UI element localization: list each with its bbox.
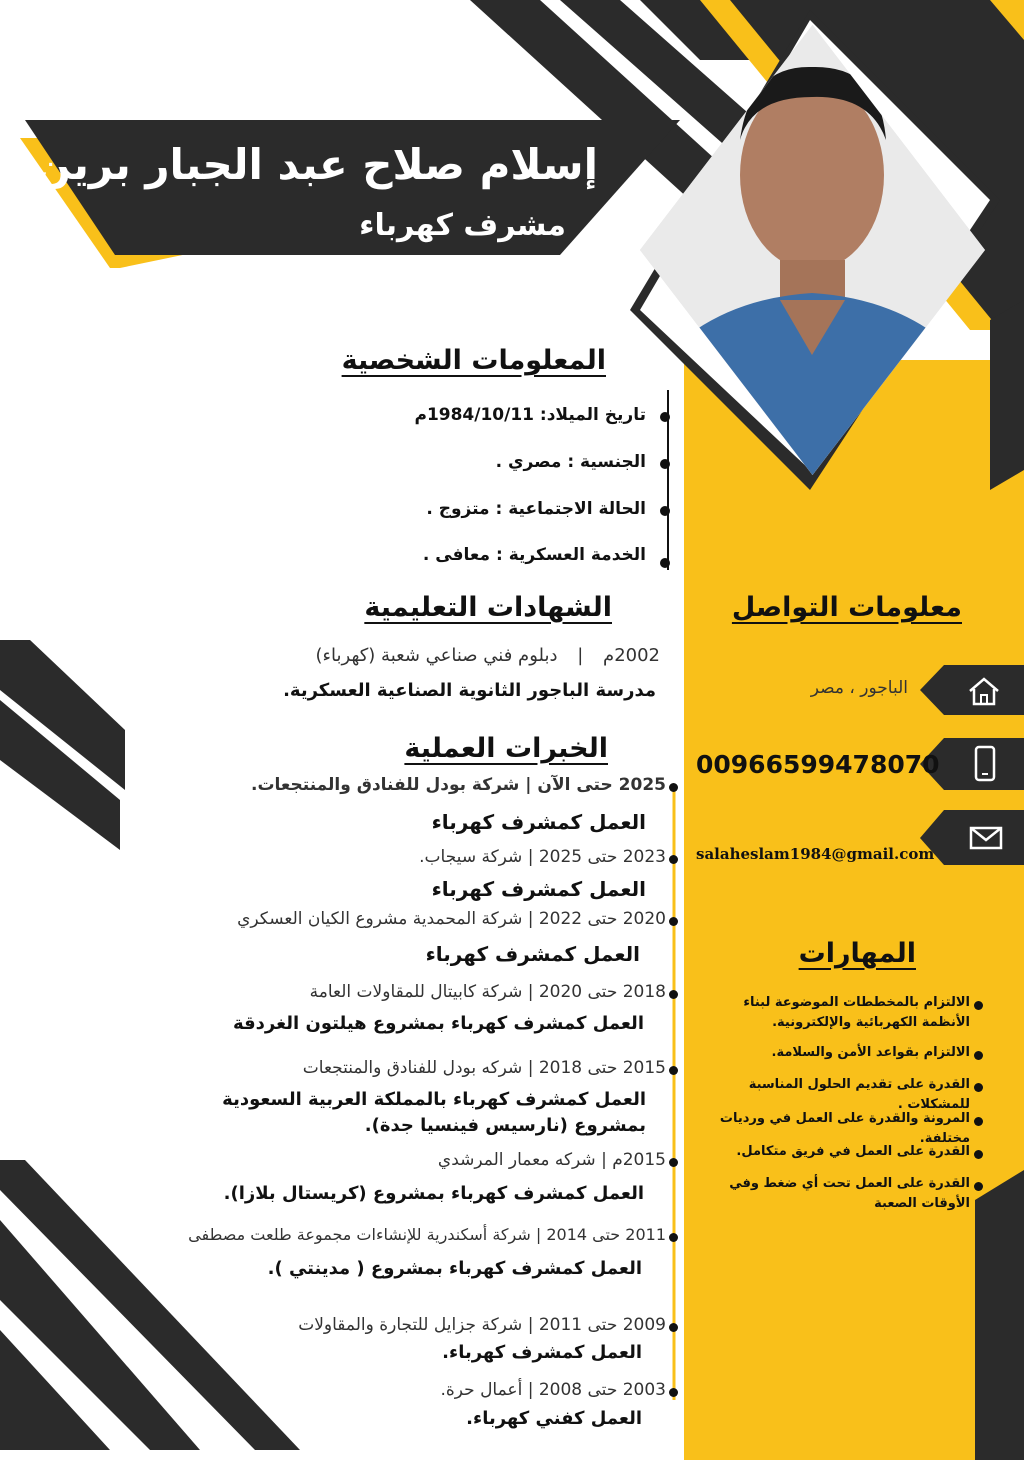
experience-head: 2003 حتى 2008 | أعمال حرة. <box>440 1380 666 1400</box>
timeline-dot <box>669 1158 678 1167</box>
skill-item: المرونة والقدرة على العمل في ورديات مختلفة. <box>719 1111 970 1146</box>
job-title: مشرف كهرباء <box>359 208 566 243</box>
full-name: إسلام صلاح عبد الجبار برين <box>35 140 598 189</box>
home-icon <box>966 674 1002 708</box>
experience-role: العمل كمشرف كهرباء بمشروع (كريستال بلازا). <box>223 1183 644 1204</box>
education-title: الشهادات التعليمية <box>364 592 612 623</box>
skill-item: الالتزام بقواعد الأمن والسلامة. <box>771 1045 970 1060</box>
education-year: 2002م <box>603 645 660 666</box>
experience-head: 2018 حتى 2020 | شركة كابيتال للمقاولات العامة <box>309 982 666 1002</box>
bullet <box>974 1051 983 1060</box>
bullet <box>974 1117 983 1126</box>
experience-role: العمل كمشرف كهرباء <box>425 942 640 966</box>
birth-date: تاريخ الميلاد: 1984/10/11م <box>414 405 646 425</box>
skill-item: القدرة على تقديم الحلول المناسبة للمشكلات . <box>748 1077 970 1112</box>
skill-item: القدرة على العمل في فريق متكامل. <box>736 1144 970 1159</box>
phone-number[interactable]: 00966599478070 <box>696 750 940 779</box>
timeline-dot <box>669 855 678 864</box>
timeline-dot <box>669 1388 678 1397</box>
address: الباجور ، مصر <box>810 678 908 698</box>
experience-head: 2023 حتى 2025 | شركة سيجاب. <box>419 847 666 867</box>
timeline-dot <box>669 1323 678 1332</box>
timeline-dot <box>669 783 678 792</box>
nationality: الجنسية : مصري . <box>495 452 646 472</box>
experience-role: العمل كمشرف كهرباء بمشروع هيلتون الغردقة <box>232 1013 644 1034</box>
military-service: الخدمة العسكرية : معافى . <box>422 545 646 565</box>
experience-head: 2020 حتى 2022 | شركة المحمدية مشروع الكيان العسكري <box>237 909 666 929</box>
experience-role: العمل كمشرف كهرباء بمشروع ( مدينتي ). <box>267 1258 642 1279</box>
bullet <box>660 412 670 422</box>
bullet <box>660 459 670 469</box>
bullet <box>974 1150 983 1159</box>
bullet <box>660 506 670 516</box>
experience-role: العمل كمشرف كهرباء بالمملكة العربية السعودية <box>222 1089 646 1110</box>
experience-head: 2009 حتى 2011 | شركة جزايل للتجارة والمقاولات <box>298 1315 666 1335</box>
timeline-dot <box>669 1066 678 1075</box>
experience-role: العمل كمشرف كهرباء. <box>442 1342 642 1363</box>
phone-icon <box>972 744 998 784</box>
bullet <box>660 558 670 568</box>
experience-role: العمل كمشرف كهرباء <box>431 877 646 901</box>
experience-head: 2015م | شركه معمار المرشدي <box>437 1150 666 1170</box>
experience-role-detail: بمشروع (نارسيس فينسيا جدة). <box>364 1115 646 1136</box>
contact-title: معلومات التواصل <box>731 592 962 623</box>
personal-info-title: المعلومات الشخصية <box>341 345 606 376</box>
experience-head: 2011 حتى 2014 | شركة أسكندرية للإنشاءات مجموعة طلعت مصطفى <box>188 1225 666 1244</box>
mail-icon <box>968 824 1004 852</box>
experience-role: العمل كمشرف كهرباء <box>431 810 646 834</box>
education-separator: | <box>577 645 584 666</box>
bullet <box>974 1182 983 1191</box>
education-line <box>270 645 660 666</box>
education-degree: دبلوم فني صناعي شعبة (كهرباء) <box>315 645 558 666</box>
experience-title: الخبرات العملية <box>404 733 608 764</box>
timeline-dot <box>669 990 678 999</box>
experience-head: 2025 حتى الآن | شركة بودل للفنادق والمنتجعات. <box>251 775 666 795</box>
experience-role: العمل كفني كهرباء. <box>466 1408 642 1429</box>
bullet <box>974 1001 983 1010</box>
timeline-dot <box>669 1233 678 1242</box>
bullet <box>974 1083 983 1092</box>
experience-head: 2015 حتى 2018 | شركه بودل للفنادق والمنتجعات <box>302 1058 666 1078</box>
skill-item: القدرة على العمل تحت أي ضغط وفي الأوقات الصعبة <box>729 1176 970 1211</box>
skills-title: المهارات <box>798 938 916 969</box>
timeline-dot <box>669 917 678 926</box>
marital-status: الحالة الاجتماعية : متزوج . <box>426 499 646 519</box>
education-school: مدرسة الباجور الثانوية الصناعية العسكرية. <box>283 680 656 701</box>
email-address[interactable]: salaheslam1984@gmail.com <box>696 845 935 863</box>
skill-item: الالتزام بالمخططات الموضوعة لبناء الأنظمة الكهربائية والإلكترونية. <box>743 995 970 1030</box>
